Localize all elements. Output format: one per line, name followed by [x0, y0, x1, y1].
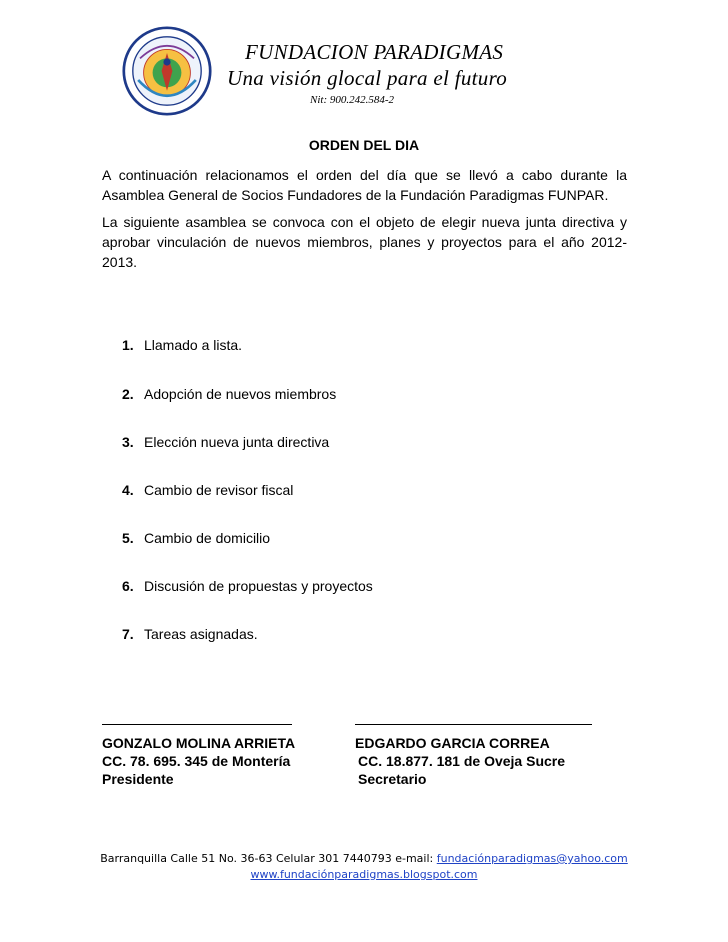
signature-block-secretary [355, 734, 565, 788]
agenda-item [122, 386, 336, 402]
document-title: ORDEN DEL DIA [308, 137, 420, 153]
agenda-item-text: Tareas asignadas. [144, 626, 258, 642]
agenda-item [122, 626, 258, 642]
agenda-item-text: Llamado a lista. [144, 337, 243, 353]
agenda-item-number: 4. [122, 482, 134, 498]
footer-email-link[interactable]: fundaciónparadigmas@yahoo.com [436, 852, 628, 865]
agenda-item-number: 1. [122, 337, 134, 353]
org-nit: Nit: 900.242.584-2 [310, 94, 395, 106]
agenda-item-number: 2. [122, 386, 134, 402]
agenda-item [122, 482, 293, 498]
signature-block-president [102, 734, 295, 788]
signature-line-right [355, 724, 592, 725]
intro-paragraph: A continuación relacionamos el orden del día que se llevó a cabo durante la Asamblea General de Socios Fundadores de la Fundación Paradigmas FUNPAR. [102, 167, 627, 203]
agenda-item [122, 337, 242, 353]
signer-name: EDGARDO GARCIA CORREA [355, 735, 550, 751]
agenda-item-number: 5. [122, 530, 134, 546]
signer-id: CC. 78. 695. 345 de Montería [102, 753, 291, 769]
agenda-item-text: Cambio de revisor fiscal [144, 482, 294, 498]
agenda-item-text: Discusión de propuestas y proyectos [144, 578, 373, 594]
agenda-item-text: Adopción de nuevos miembros [144, 386, 337, 402]
footer-website [0, 868, 728, 881]
agenda-item [122, 578, 373, 594]
signer-name: GONZALO MOLINA ARRIETA [102, 735, 296, 751]
agenda-item-number: 7. [122, 626, 134, 642]
agenda-item [122, 530, 270, 546]
signature-line-left [102, 724, 292, 725]
org-name: FUNDACION PARADIGMAS [245, 40, 504, 64]
agenda-item [122, 434, 329, 450]
footer-website-link[interactable]: www.fundaciónparadigmas.blogspot.com [250, 868, 478, 881]
purpose-paragraph: La siguiente asamblea se convoca con el objeto de elegir nueva junta directiva y aprobar vinculación de nuevos miembros, planes y proyectos para el año 2012-2013. [102, 214, 627, 270]
signer-role: Presidente [102, 771, 174, 787]
org-tagline: Una visión glocal para el futuro [227, 66, 508, 90]
footer-address: Barranquilla Calle 51 No. 36-63 Celular 301 7440793 e-mail: [100, 852, 434, 865]
foundation-logo [122, 26, 212, 116]
signer-role: Secretario [358, 771, 427, 787]
signer-id: CC. 18.877. 181 de Oveja Sucre [358, 753, 566, 769]
agenda-item-number: 6. [122, 578, 134, 594]
footer-contact [0, 852, 728, 865]
agenda-item-number: 3. [122, 434, 134, 450]
agenda-item-text: Cambio de domicilio [144, 530, 271, 546]
agenda-item-text: Elección nueva junta directiva [144, 434, 330, 450]
